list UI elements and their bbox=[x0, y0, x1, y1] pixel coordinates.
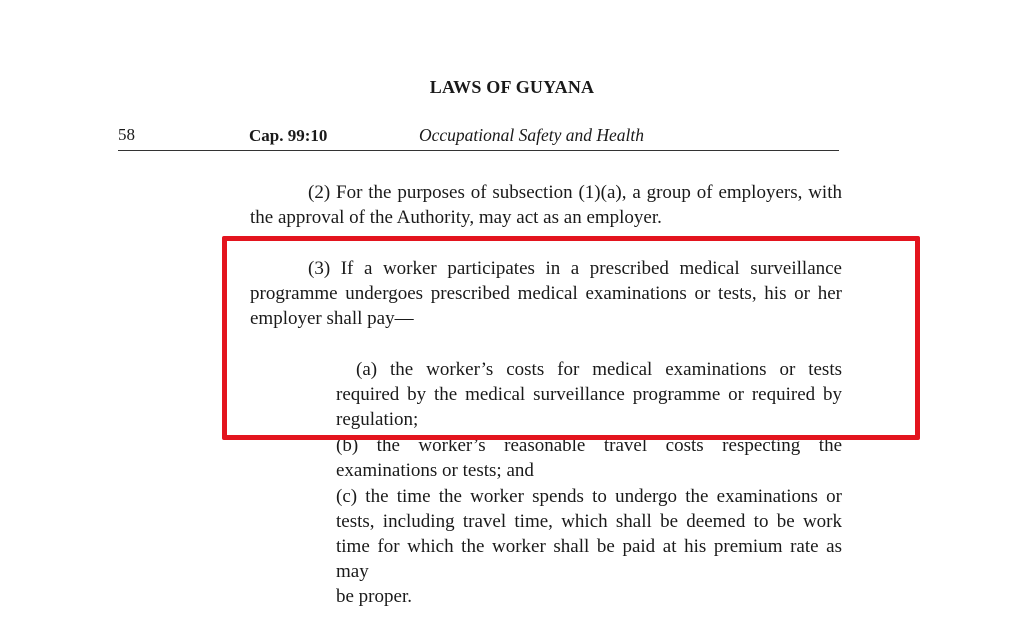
subsection-3: (3) If a worker participates in a prescribed medical surveillance programme undergoes prescribed medical examinations or tests, his or her employer shall pay— bbox=[250, 258, 842, 329]
page-number: 58 bbox=[118, 125, 135, 144]
chapter-reference: Cap. 99:10 bbox=[249, 126, 328, 145]
item-c: (c) the time the worker spends to undergo the examinations or tests, including travel time, which shall be deemed to be work time for which the worker shall be paid at his premium rate as may bbox=[336, 486, 842, 582]
item-c-end: be proper. bbox=[336, 586, 412, 607]
document-title: LAWS OF GUYANA bbox=[429, 77, 595, 97]
item-b: (b) the worker’s reasonable travel costs respecting the examinations or tests; and bbox=[336, 435, 842, 481]
highlight-box bbox=[222, 236, 920, 440]
item-a: (a) the worker’s costs for medical examinations or tests required by the medical surveillance programme or required by regulation; bbox=[336, 359, 842, 430]
act-title: Occupational Safety and Health bbox=[419, 125, 645, 145]
item-c-block bbox=[336, 484, 842, 609]
header-rule bbox=[118, 150, 839, 151]
subsection-2: (2) For the purposes of subsection (1)(a), a group of employers, with the approval of the Authority, may act as an employer. bbox=[250, 182, 842, 228]
